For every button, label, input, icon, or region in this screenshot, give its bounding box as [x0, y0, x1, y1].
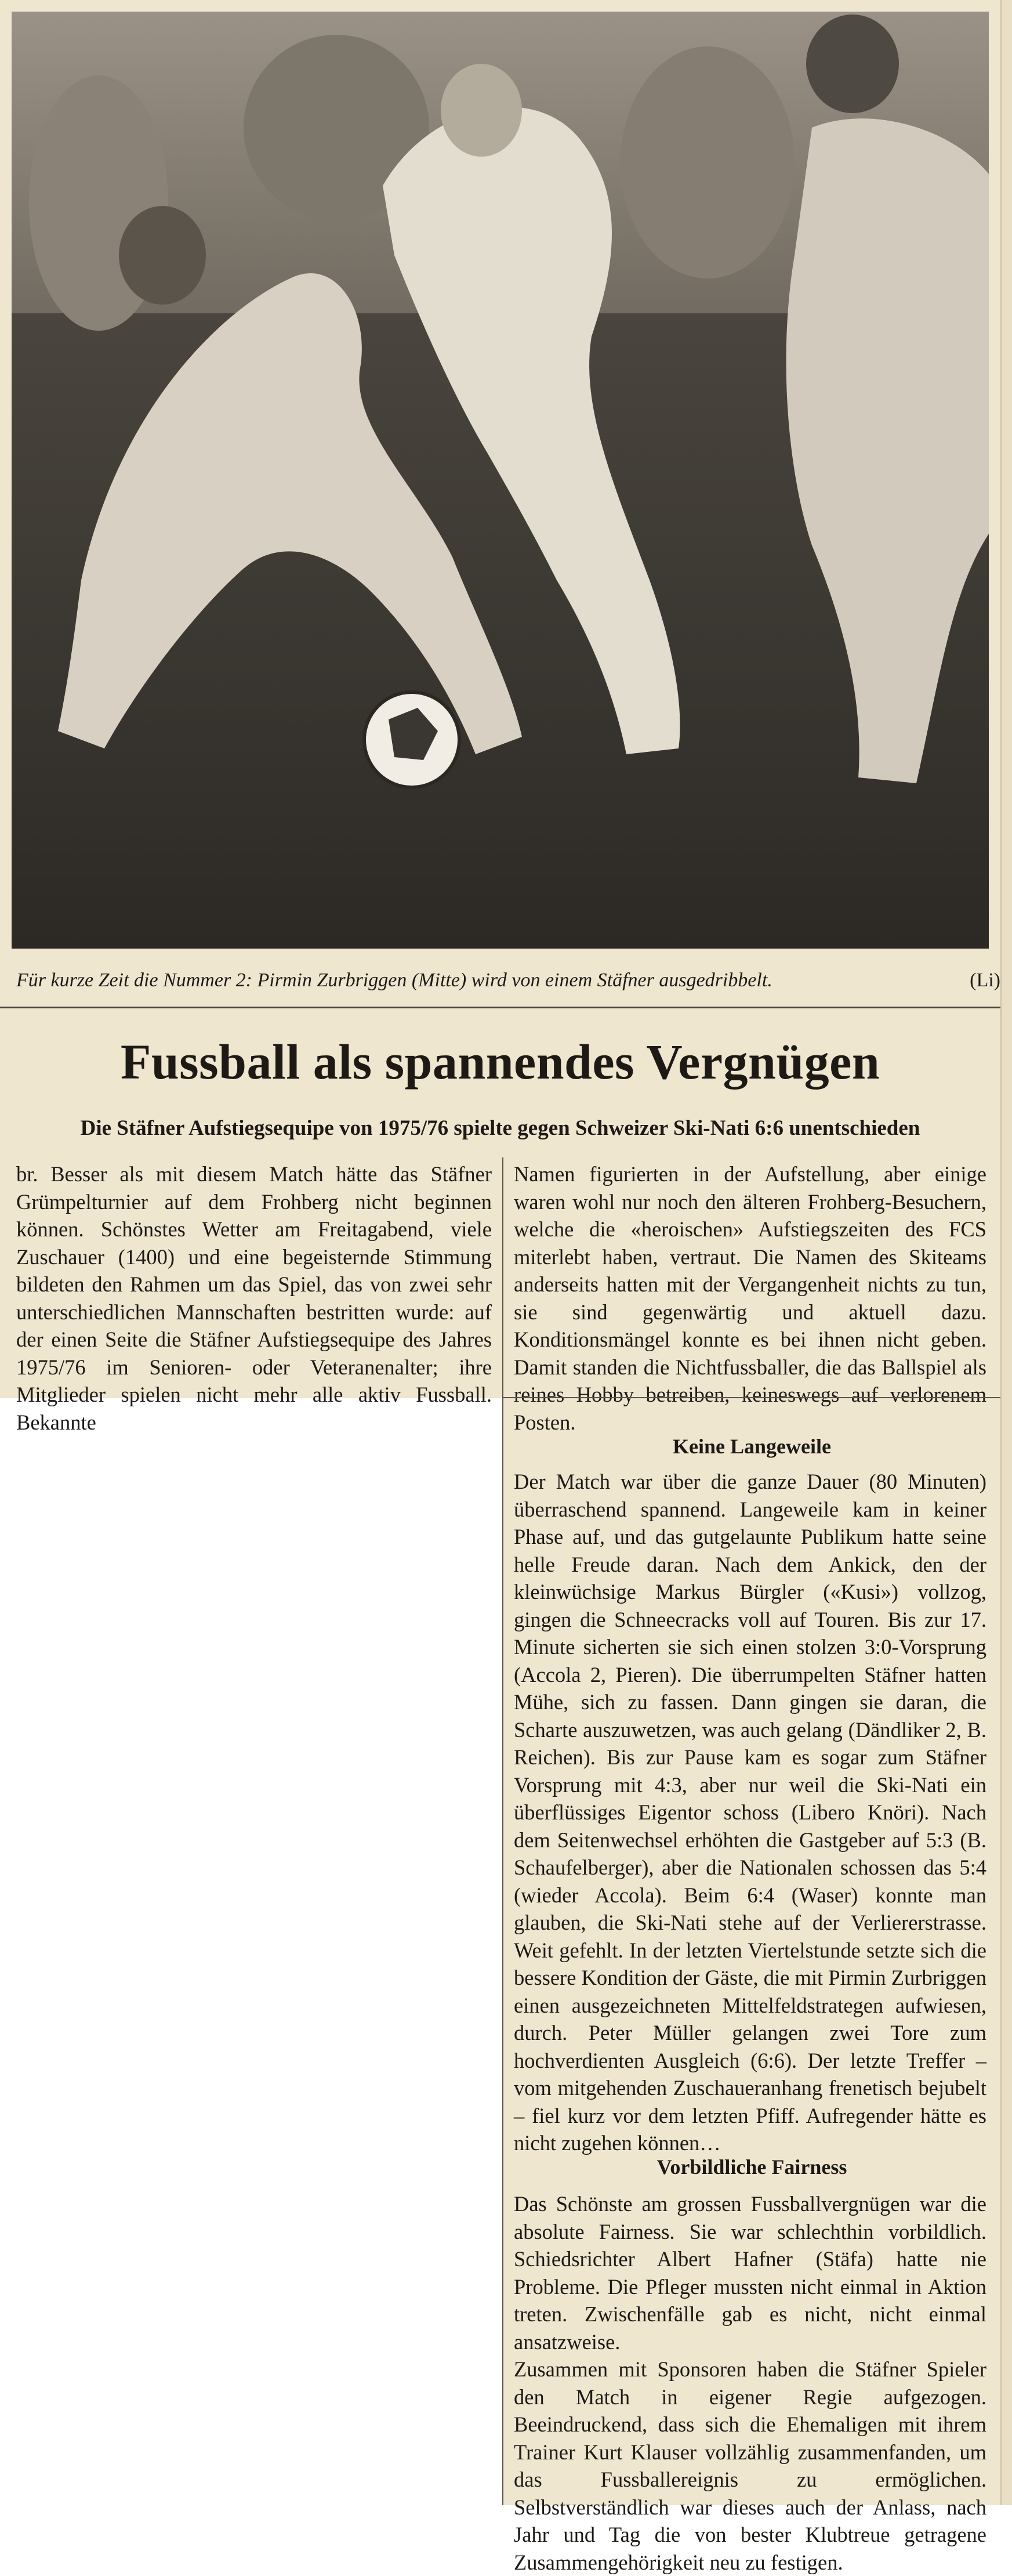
article-subheadline: Die Stäfner Aufstiegsequipe von 1975/76 spielte gegen Schweizer Ski-Nati 6:6 unentschieden: [80, 1116, 920, 1140]
caption-divider: [0, 1007, 1000, 1008]
section-heading-keine-langeweile: Keine Langeweile: [673, 1435, 831, 1458]
article-column-2: [514, 1160, 986, 1436]
intro-paragraph-part-2: Namen figurierten in der Aufstellung, aber einige waren wohl nur noch den älteren Frohberg-Besuchern, welche die «heroischen» Aufstiegszeiten des FCS miterlebt haben, vertraut. Die Namen des Skiteams anderseits hatten mit der Vergangenheit nichts zu tun, sie sind gegenwärtig und aktuell dazu. Konditionsmängel konnte es bei ihnen nicht geben. Damit standen die Nichtfussballer, die das Ballspiel als reines Hobby betreiben, keineswegs auf verlorenem Posten.: [514, 1162, 986, 1434]
article-column-1: [16, 1160, 492, 1436]
adjacent-column-edge: [1000, 0, 1012, 2505]
article-headline: Fussball als spannendes Vergnügen: [120, 1034, 880, 1090]
match-photo: [12, 12, 989, 949]
intro-paragraph-part-1: br. Besser als mit diesem Match hätte das Stäfner Grümpelturnier auf dem Frohberg nicht beginnen können. Schönstes Wetter am Freitagabend, viele Zuschauer (1400) und eine begeisternde Stimmung bildeten den Rahmen um das Spiel, das von zwei sehr unterschiedlichen Mannschaften bestritten wurde: auf der einen Seite die Stäfner Aufstiegsequipe des Jahres 1975/76 im Senioren- oder Veteranenalter; ihre Mitglieder spielen nicht mehr alle aktiv Fussball. Bekannte: [16, 1162, 492, 1434]
photo-credit: (Li): [970, 969, 1000, 991]
section2-paragraph-2: Zusammen mit Sponsoren haben die Stäfner Spieler den Match in eigener Regie aufgezogen. Beeindruckend, dass sich die Ehemaligen mit ihrem Trainer Kurt Klauser vollzählig zusammenfanden, um das Fussballereignis zu ermöglichen. Selbstverständlich war dieses auch der Anlass, nach Jahr und Tag die von bester Klubtreue getragene Zusammengehörigkeit neu zu festigen.: [514, 2357, 986, 2574]
section-text-vorbildliche-fairness: [514, 2190, 986, 2576]
photo-caption: Für kurze Zeit die Nummer 2: Pirmin Zurbriggen (Mitte) wird von einem Stäfner ausgedribbelt.: [16, 969, 772, 991]
section-text-keine-langeweile: [514, 1468, 986, 2157]
column-divider: [502, 1157, 503, 2505]
section1-paragraph: Der Match war über die ganze Dauer (80 Minuten) überraschend spannend. Langeweile kam in keiner Phase auf, und das gutgelaunte Publikum hatte seine helle Freude daran. Nach dem Ankick, den der kleinwüchsige Markus Bürgler («Kusi») vollzog, gingen die Schneecracks voll auf Touren. Bis zur 17. Minute sicherten sie sich einen stolzen 3:0-Vorsprung (Accola 2, Pieren). Die überrumpelten Stäfner hatten Mühe, sich zu fassen. Dann gingen sie daran, die Scharte auszuwetzen, was auch gelang (Dändliker 2, B. Reichen). Bis zur Pause kam es sogar zum Stäfner Vorsprung mit 4:3, aber nur weil die Ski-Nati ein überflüssiges Eigentor schoss (Libero Knöri). Nach dem Seitenwechsel erhöhten die Gastgeber auf 5:3 (B. Schaufelberger), aber die Nationalen schossen das 5:4 (wieder Accola). Beim 6:4 (Waser) konnte man glauben, die Ski-Nati stehe auf der Verliererstrasse. Weit gefehlt. In der letzten Viertelstunde setzte sich die bessere Kondition der Gäste, die mit Pirmin Zurbriggen einen ausgezeichneten Mittelfeldstrategen aufwiesen, durch. Peter Müller gelangen zwei Tore zum hochverdienten Ausgleich (6:6). Der letzte Treffer – vom mitgehenden Zuschaueranhang frenetisch bejubelt – fiel kurz vor dem letzten Pfiff. Aufregender hätte es nicht zugehen können…: [514, 1470, 986, 2155]
section2-paragraph-1: Das Schönste am grossen Fussballvergnügen war die absolute Fairness. Sie war schlechthin vorbildlich. Schiedsrichter Albert Hafner (Stäfa) hatte nie Probleme. Die Pfleger mussten nicht einmal in Aktion treten. Zwischenfälle gab es nicht, nicht einmal ansatzweise.: [514, 2192, 986, 2354]
section-heading-vorbildliche-fairness: Vorbildliche Fairness: [656, 2155, 847, 2179]
section-divider: [502, 1397, 1000, 1398]
